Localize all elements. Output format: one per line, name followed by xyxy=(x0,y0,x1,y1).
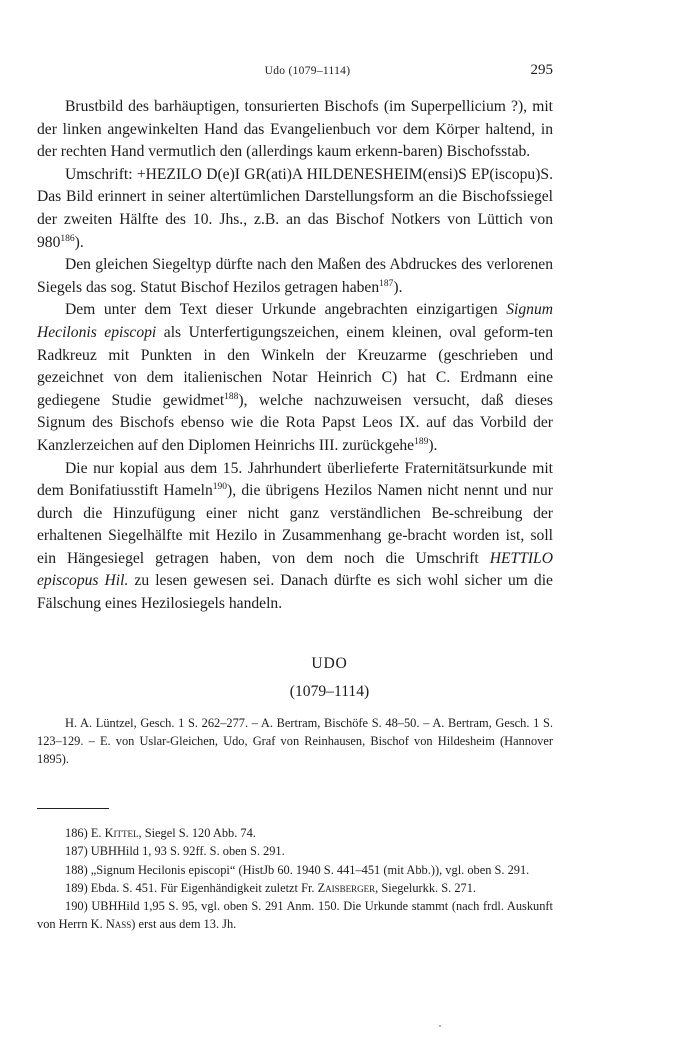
running-head xyxy=(62,62,553,82)
footnote-188: 188) „Signum Hecilonis episcopi“ (HistJb 60. 1940 S. 441–451 (mit Abb.)), vgl. oben S. 291. xyxy=(65,862,530,877)
running-head-title: Udo (1079–1114) xyxy=(264,65,351,77)
paragraph-text: zu lesen gewesen sei. Danach dürfte es sich wohl sicher um die Fälschung eines Hezilosiegels handeln. xyxy=(37,572,553,613)
footnote-ref-187[interactable]: 187 xyxy=(379,278,394,289)
footnote-ref-186[interactable]: 186 xyxy=(60,233,75,244)
footnote-text: , Siegel S. 120 Abb. 74. xyxy=(138,826,256,840)
paragraph-text: Dem unter dem Text dieser Urkunde angebrachten einzigartigen xyxy=(65,301,507,319)
footnote-ref-190[interactable]: 190 xyxy=(212,482,228,493)
footnote-186 xyxy=(37,824,553,842)
footnotes xyxy=(37,824,553,934)
scan-speck xyxy=(439,1025,441,1027)
paragraph-text: ). xyxy=(428,436,438,454)
author-name: E. Kittel xyxy=(90,826,139,840)
paragraph-text: ), die übrigens Hezilos Namen nicht nennt und nur durch die Hinzufügung einer nicht ganz verständlichen Be-schreibung der erhaltenen Siegelhälfte mit Hezilo in Zusammenhang ge-bracht worden ist, soll ein Hängesiegel getragen haben, von dem noch die Umschrift xyxy=(37,482,553,567)
section-title: UDO xyxy=(311,655,348,672)
page-number: 295 xyxy=(530,62,553,78)
footnote-text: ) erst aus dem 13. Jh. xyxy=(131,917,237,932)
footnote-text: , Siegelurkk. S. 271. xyxy=(375,880,477,895)
italic-signum: Signum Hecilonis episcopi xyxy=(37,301,553,341)
footnote-190 xyxy=(37,897,553,934)
section-dates: (1079–1114) xyxy=(289,683,370,700)
paragraph-text: ), welche nachzuweisen versucht, daß dieses Signum des Bischofs ebenso wie die Rota Papst Leos IX. auf das Vorbild der Kanzlerzeichen auf den Diplomen Heinrichs III. zurückgehe xyxy=(37,391,553,454)
paragraph-seal-type xyxy=(37,254,553,299)
footnote-text: 186) xyxy=(65,826,91,840)
footnote-text: 190) UBHHild 1,95 S. 95, vgl. oben S. 291 Anm. 150. Die Urkunde stammt (nach frdl. Auskunft von Herrn K. xyxy=(37,899,553,932)
footnote-divider xyxy=(37,808,109,809)
paragraph-text: Brustbild des barhäuptigen, tonsurierten Bischofs (im Superpellicium ?), mit der linken angewinkelten Hand das Evangelienbuch vor dem Körper haltend, in der rechten Hand vermutlich den (allerdings kaum erkenn-baren) Bischofsstab. xyxy=(37,98,553,161)
paragraph-fraternity xyxy=(37,458,553,616)
paragraph-inscription xyxy=(37,164,553,254)
paragraph-text: als Unterfertigungszeichen, einem kleinen, oval geform-ten Radkreuz mit Punkten in den Winkeln der Kreuzarme (geschrieben und gezeichnet von dem italienischen Notar Heinrich C) hat C. Erdmann eine gediegene Studie gewidmet xyxy=(37,323,553,409)
author-name: Zaisberger xyxy=(317,880,376,895)
paragraph-text: ). xyxy=(393,278,403,296)
footnote-189 xyxy=(37,879,553,897)
author-name: Nass xyxy=(105,917,132,932)
footnote-text: 189) Ebda. S. 451. Für Eigenhändigkeit zuletzt Fr. xyxy=(65,880,318,895)
main-text xyxy=(37,96,553,616)
italic-inscription: HETTILO episcopus Hil. xyxy=(37,549,553,590)
paragraph-text: Umschrift: +HEZILO D(e)I GR(ati)A HILDENESHEIM(ensi)S EP(iscopu)S. Das Bild erinnert in seiner altertümlichen Darstellungsform an die Bischofssiegel der zweiten Hälfte des 10. Jhs., z.B. an das Bischof Notkers von Lüttich von 980 xyxy=(37,165,553,251)
paragraph-text: Den gleichen Siegeltyp dürfte nach den Maßen des Abdruckes des verlorenen Siegels das sog. Statut Bischof Hezilos getragen haben xyxy=(37,256,553,296)
paragraph-seal-description xyxy=(37,96,553,164)
paragraph-signum xyxy=(37,299,553,457)
bibliography: H. A. Lüntzel, Gesch. 1 S. 262–277. – A. Bertram, Bischöfe S. 48–50. – A. Bertram, Gesch. 1 S. 123–129. – E. von Uslar-Gleichen, Udo, Graf von Reinhausen, Bischof von Hildesheim (Hannover 1895). xyxy=(37,716,553,766)
footnote-187: 187) UBHHild 1, 93 S. 92ff. S. oben S. 291. xyxy=(65,844,285,859)
footnote-ref-188[interactable]: 188 xyxy=(224,391,239,402)
paragraph-text: Die nur kopial aus dem 15. Jahrhundert überlieferte Fraternitätsurkunde mit dem Bonifatiusstift Hameln xyxy=(37,459,553,500)
paragraph-text: ). xyxy=(74,233,84,251)
footnote-ref-189[interactable]: 189 xyxy=(414,436,429,447)
